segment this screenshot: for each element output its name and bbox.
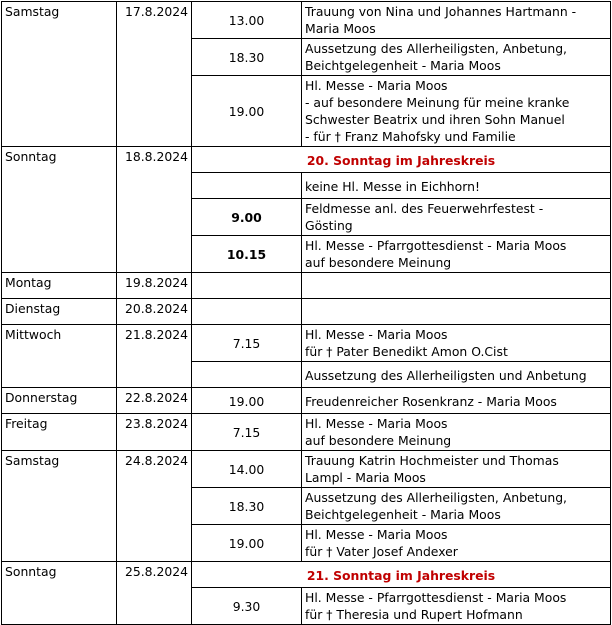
day-name: Samstag bbox=[2, 451, 117, 562]
entry-line: Aussetzung des Allerheiligsten, Anbetung, bbox=[305, 41, 567, 56]
entry-description bbox=[302, 76, 611, 147]
day-date: 18.8.2024 bbox=[117, 147, 192, 273]
entry-description bbox=[302, 525, 611, 562]
entry-line: Hl. Messe - Pfarrgottesdienst - Maria Moos bbox=[305, 590, 567, 605]
entry-line: für † Theresia und Rupert Hofmann bbox=[305, 607, 523, 622]
entry-time: 19.00 bbox=[192, 388, 302, 414]
entry-line: Aussetzung des Allerheiligsten, Anbetung, bbox=[305, 490, 567, 505]
entry-line: auf besondere Meinung bbox=[305, 433, 452, 448]
entry-time: 7.15 bbox=[192, 414, 302, 451]
day-name: Donnerstag bbox=[2, 388, 117, 414]
table-row bbox=[2, 414, 611, 451]
feast-title: 21. Sonntag im Jahreskreis bbox=[192, 562, 611, 588]
entry-time: 10.15 bbox=[192, 236, 302, 273]
day-name: Montag bbox=[2, 273, 117, 299]
day-name: Sonntag bbox=[2, 147, 117, 273]
entry-description bbox=[302, 325, 611, 362]
day-name: Freitag bbox=[2, 414, 117, 451]
entry-description bbox=[302, 362, 611, 388]
table-row bbox=[2, 562, 611, 588]
entry-description bbox=[302, 451, 611, 488]
entry-line: für † Vater Josef Andexer bbox=[305, 544, 458, 559]
entry-time: 19.00 bbox=[192, 525, 302, 562]
day-date: 25.8.2024 bbox=[117, 562, 192, 625]
entry-line: Trauung von Nina und Johannes Hartmann - bbox=[305, 4, 577, 19]
entry-line: auf besondere Meinung bbox=[305, 255, 452, 270]
day-date: 22.8.2024 bbox=[117, 388, 192, 414]
table-row bbox=[2, 147, 611, 173]
entry-time: 9.30 bbox=[192, 588, 302, 625]
day-date: 17.8.2024 bbox=[117, 2, 192, 147]
entry-description bbox=[302, 236, 611, 273]
entry-description bbox=[302, 588, 611, 625]
feast-title: 20. Sonntag im Jahreskreis bbox=[192, 147, 611, 173]
entry-time bbox=[192, 273, 302, 299]
entry-line: Aussetzung des Allerheiligsten und Anbetung bbox=[305, 367, 587, 383]
table-row bbox=[2, 325, 611, 362]
day-name: Dienstag bbox=[2, 299, 117, 325]
table-row bbox=[2, 273, 611, 299]
entry-line: Gösting bbox=[305, 218, 353, 233]
entry-line: Hl. Messe - Pfarrgottesdienst - Maria Moos bbox=[305, 238, 567, 253]
table-row bbox=[2, 2, 611, 39]
entry-description bbox=[302, 299, 611, 325]
entry-description bbox=[302, 173, 611, 199]
entry-description bbox=[302, 199, 611, 236]
entry-time: 14.00 bbox=[192, 451, 302, 488]
table-row bbox=[2, 388, 611, 414]
day-date: 23.8.2024 bbox=[117, 414, 192, 451]
entry-line: Hl. Messe - Maria Moos bbox=[305, 78, 448, 93]
entry-line: Schwester Beatrix und ihren Sohn Manuel bbox=[305, 112, 565, 127]
entry-line: Hl. Messe - Maria Moos bbox=[305, 327, 448, 342]
entry-time: 9.00 bbox=[192, 199, 302, 236]
entry-line: Beichtgelegenheit - Maria Moos bbox=[305, 58, 501, 73]
day-date: 21.8.2024 bbox=[117, 325, 192, 388]
entry-time: 7.15 bbox=[192, 325, 302, 362]
entry-time bbox=[192, 299, 302, 325]
entry-description bbox=[302, 414, 611, 451]
entry-description bbox=[302, 273, 611, 299]
entry-line: - für † Franz Mahofsky und Familie bbox=[305, 129, 516, 144]
entry-line: Freudenreicher Rosenkranz - Maria Moos bbox=[305, 393, 557, 409]
entry-line: Hl. Messe - Maria Moos bbox=[305, 416, 448, 431]
entry-line: Lampl - Maria Moos bbox=[305, 470, 426, 485]
day-date: 20.8.2024 bbox=[117, 299, 192, 325]
entry-line: Hl. Messe - Maria Moos bbox=[305, 527, 448, 542]
day-name: Sonntag bbox=[2, 562, 117, 625]
day-name: Mittwoch bbox=[2, 325, 117, 388]
entry-time: 13.00 bbox=[192, 2, 302, 39]
entry-line: Trauung Katrin Hochmeister und Thomas bbox=[305, 453, 559, 468]
entry-line: für † Pater Benedikt Amon O.Cist bbox=[305, 344, 508, 359]
entry-line: - auf besondere Meinung für meine kranke bbox=[305, 95, 570, 110]
day-date: 19.8.2024 bbox=[117, 273, 192, 299]
entry-time bbox=[192, 362, 302, 388]
entry-time: 18.30 bbox=[192, 488, 302, 525]
entry-description bbox=[302, 39, 611, 76]
entry-description bbox=[302, 388, 611, 414]
entry-line: Beichtgelegenheit - Maria Moos bbox=[305, 507, 501, 522]
day-name: Samstag bbox=[2, 2, 117, 147]
entry-time: 18.30 bbox=[192, 39, 302, 76]
schedule-table bbox=[1, 1, 611, 625]
entry-line: keine Hl. Messe in Eichhorn! bbox=[305, 178, 480, 194]
day-date: 24.8.2024 bbox=[117, 451, 192, 562]
entry-line: Maria Moos bbox=[305, 21, 376, 36]
entry-description bbox=[302, 488, 611, 525]
entry-time: 19.00 bbox=[192, 76, 302, 147]
table-row bbox=[2, 299, 611, 325]
entry-line: Feldmesse anl. des Feuerwehrfestest - bbox=[305, 201, 544, 216]
table-row bbox=[2, 451, 611, 488]
entry-time bbox=[192, 173, 302, 199]
schedule-body bbox=[2, 2, 611, 625]
entry-description bbox=[302, 2, 611, 39]
